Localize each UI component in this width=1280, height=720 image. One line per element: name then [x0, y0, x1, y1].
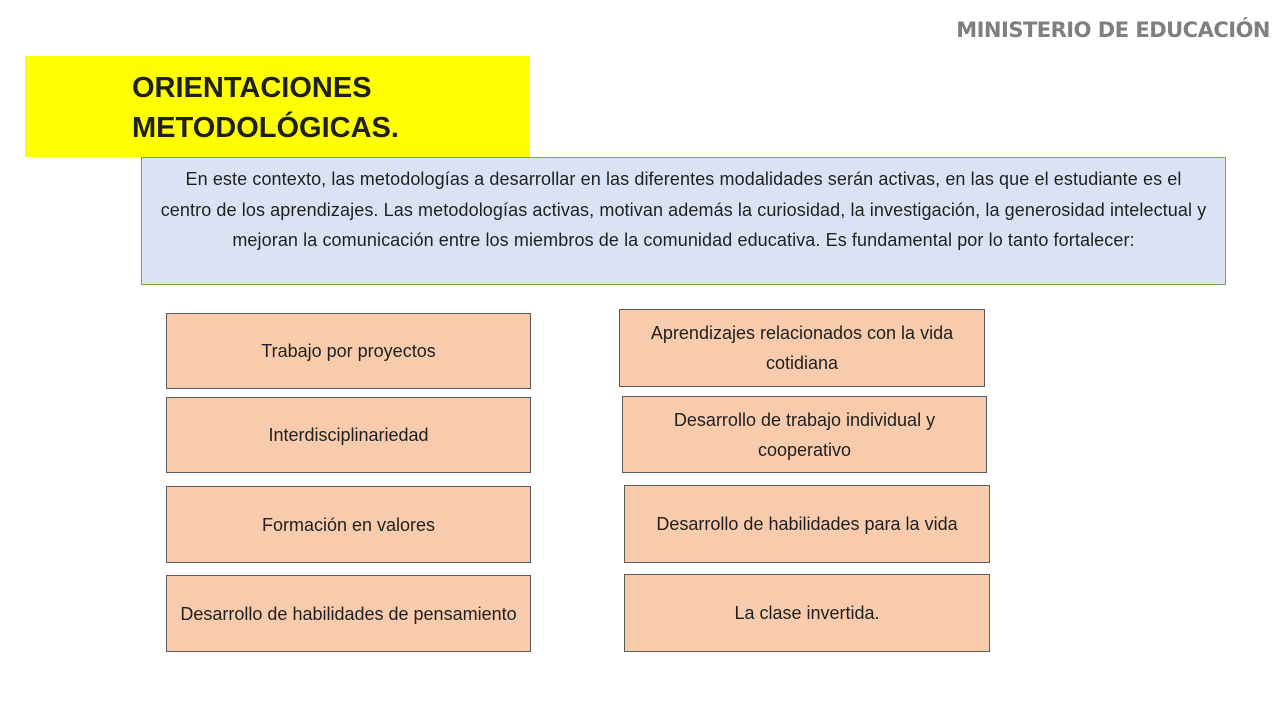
item-trabajo-proyectos: Trabajo por proyectos	[166, 313, 531, 389]
item-formacion-valores: Formación en valores	[166, 486, 531, 563]
intro-text-box: En este contexto, las metodologías a desarrollar en las diferentes modalidades serán activas, en las que el estudiante es el centro de los aprendizajes. Las metodologías activas, motivan además la curiosidad, la investigación, la generosidad intelectual y mejoran la comunicación entre los miembros de la comunidad educativa. Es fundamental por lo tanto fortalecer:	[141, 157, 1226, 285]
ministry-logo: MINISTERIO DE EDUCACIÓN	[956, 18, 1270, 42]
title-line-2: METODOLÓGICAS.	[132, 112, 399, 144]
item-habilidades-vida: Desarrollo de habilidades para la vida	[624, 485, 990, 563]
item-habilidades-pensamiento: Desarrollo de habilidades de pensamiento	[166, 575, 531, 652]
item-interdisciplinariedad: Interdisciplinariedad	[166, 397, 531, 473]
item-clase-invertida: La clase invertida.	[624, 574, 990, 652]
page-title	[132, 68, 522, 148]
title-line-1: ORIENTACIONES	[132, 72, 372, 104]
item-trabajo-individual-cooperativo: Desarrollo de trabajo individual y cooperativo	[622, 396, 987, 473]
item-aprendizajes-vida-cotidiana: Aprendizajes relacionados con la vida cotidiana	[619, 309, 985, 387]
